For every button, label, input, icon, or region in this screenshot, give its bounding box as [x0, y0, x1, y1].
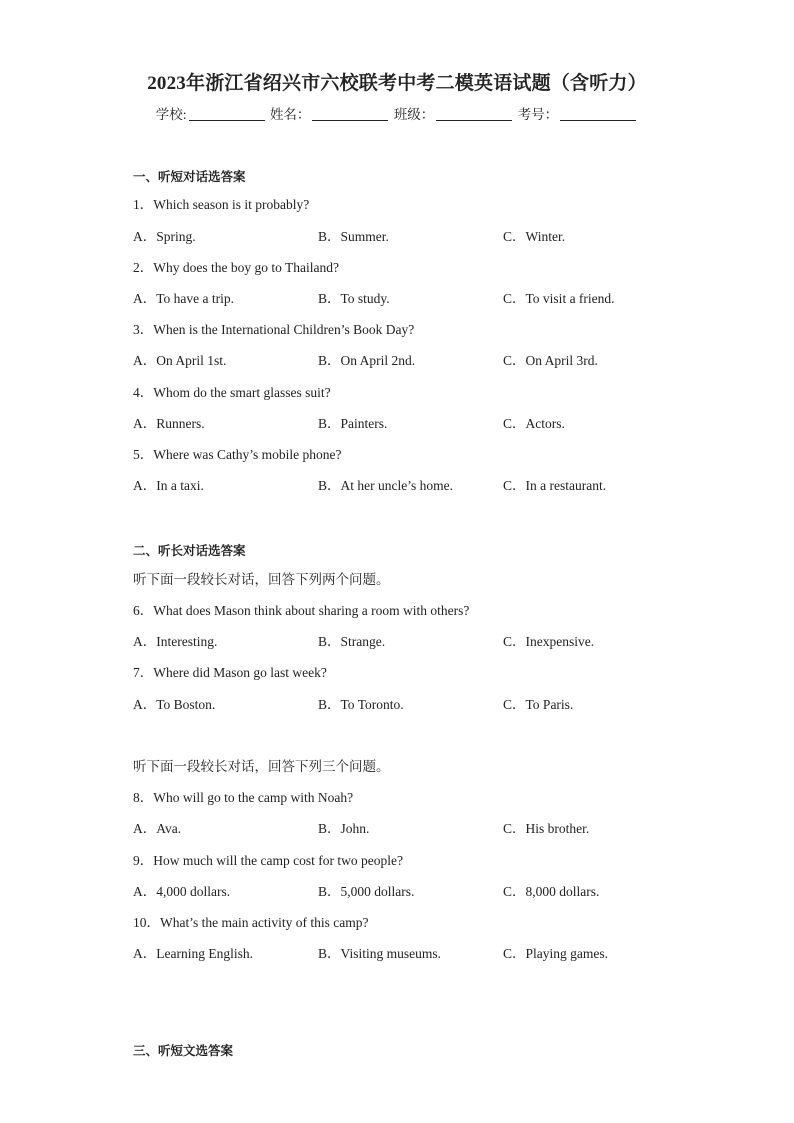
- question-3-option-a: A．On April 1st.: [133, 353, 227, 368]
- question-2-option-b: B．To study.: [318, 291, 390, 306]
- question-5-option-a: A．In a taxi.: [133, 478, 204, 493]
- question-2-option-a: A．To have a trip.: [133, 291, 235, 306]
- school-blank: [189, 107, 265, 121]
- name-blank: [312, 107, 388, 121]
- exam-no-label: 考号：: [517, 107, 559, 122]
- question-5-option-c: C．In a restaurant.: [503, 478, 607, 493]
- question-4-option-b: B．Painters.: [318, 416, 388, 431]
- question-10-option-b: B．Visiting museums.: [318, 946, 441, 961]
- question-1: 1．Which season is it probably?: [133, 197, 310, 212]
- question-8-option-c: C．His brother.: [503, 821, 590, 836]
- question-8-option-a: A．Ava.: [133, 821, 182, 836]
- question-10-option-c: C．Playing games.: [503, 946, 608, 961]
- question-1-option-b: B．Summer.: [318, 229, 389, 244]
- question-8-option-b: B．John.: [318, 821, 370, 836]
- question-1-option-c: C．Winter.: [503, 229, 566, 244]
- exam-no-blank: [560, 107, 636, 121]
- section-heading-3: 三、听短文选答案: [133, 1043, 234, 1058]
- question-7-option-c: C．To Paris.: [503, 697, 574, 712]
- question-4-option-a: A．Runners.: [133, 416, 205, 431]
- class-blank: [436, 107, 512, 121]
- question-5: 5．Where was Cathy’s mobile phone?: [133, 447, 342, 462]
- question-9: 9．How much will the camp cost for two people?: [133, 853, 403, 868]
- section-heading-1: 一、听短对话选答案: [133, 169, 246, 184]
- page-title: 2023年浙江省绍兴市六校联考中考二模英语试题（含听力）: [147, 73, 647, 94]
- question-9-option-a: A．4,000 dollars.: [133, 884, 231, 899]
- question-3-option-c: C．On April 3rd.: [503, 353, 598, 368]
- instruction-2: 听下面一段较长对话，回答下列三个问题。: [133, 759, 390, 774]
- question-6-option-b: B．Strange.: [318, 634, 386, 649]
- question-3: 3．When is the International Children’s Book Day?: [133, 322, 415, 337]
- question-6-option-a: A．Interesting.: [133, 634, 218, 649]
- question-3-option-b: B．On April 2nd.: [318, 353, 416, 368]
- question-10: 10．What’s the main activity of this camp?: [133, 915, 369, 930]
- question-10-option-a: A．Learning English.: [133, 946, 253, 961]
- question-4: 4．Whom do the smart glasses suit?: [133, 385, 331, 400]
- section-heading-2: 二、听长对话选答案: [133, 543, 246, 558]
- question-7-option-b: B．To Toronto.: [318, 697, 404, 712]
- name-label: 姓名：: [269, 107, 311, 122]
- question-7-option-a: A．To Boston.: [133, 697, 216, 712]
- question-8: 8．Who will go to the camp with Noah?: [133, 790, 354, 805]
- question-4-option-c: C．Actors.: [503, 416, 565, 431]
- question-6: 6．What does Mason think about sharing a room with others?: [133, 603, 470, 618]
- instruction-1: 听下面一段较长对话，回答下列两个问题。: [133, 572, 390, 587]
- class-label: 班级：: [393, 107, 435, 122]
- question-9-option-b: B．5,000 dollars.: [318, 884, 415, 899]
- question-5-option-b: B．At her uncle’s home.: [318, 478, 453, 493]
- question-2: 2．Why does the boy go to Thailand?: [133, 260, 339, 275]
- question-1-option-a: A．Spring.: [133, 229, 196, 244]
- question-2-option-c: C．To visit a friend.: [503, 291, 615, 306]
- question-6-option-c: C．Inexpensive.: [503, 634, 595, 649]
- question-9-option-c: C．8,000 dollars.: [503, 884, 600, 899]
- student-info: [0, 103, 794, 123]
- school-label: 学校:: [155, 107, 187, 122]
- question-7: 7．Where did Mason go last week?: [133, 665, 327, 680]
